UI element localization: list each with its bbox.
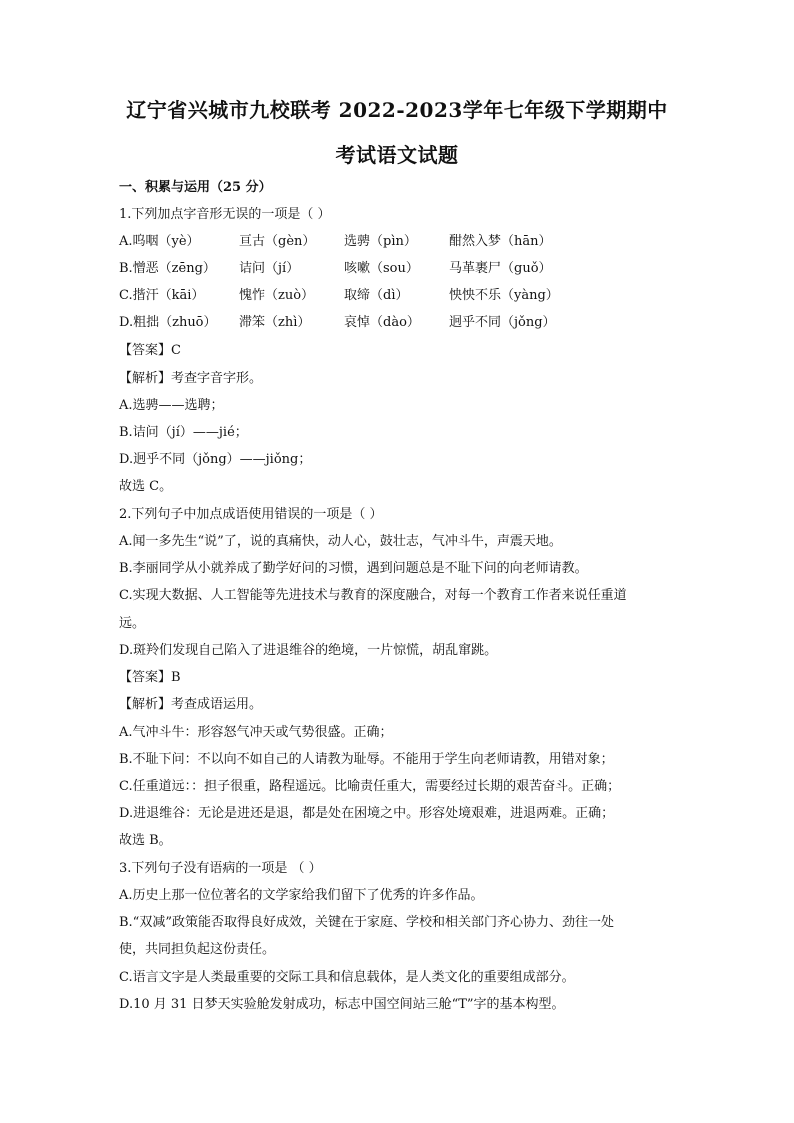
document-title-line-1: 辽宁省兴城市九校联考 2022-2023学年七年级下学期期中 [126, 98, 668, 122]
option-line: D.10 月 31 日梦天实验舱发射成功，标志中国空间站三舱“T”字的基本构型。 [119, 997, 565, 1012]
option-line: 远。 [119, 616, 146, 631]
option-line: 使，共同担负起这份责任。 [119, 942, 276, 957]
document-title-line-2: 考试语文试题 [335, 143, 459, 167]
answer-line: 【答案】C [119, 343, 181, 358]
option-line: A.闻一多先生“说”了，说的真痛快，动人心，鼓壮志，气冲斗牛，声震天地。 [119, 534, 562, 549]
option-line: D.斑羚们发现自己陷入了进退维谷的绝境，一片惊慌，胡乱窜跳。 [119, 643, 498, 658]
analysis-line: 【解析】考查字音字形。 [119, 371, 263, 386]
option-cell: 诘问（jí） [239, 261, 300, 276]
option-cell: B.憎恶（zēng） [119, 261, 216, 276]
option-cell: 滞笨（zhì） [239, 315, 311, 330]
option-cell: 迥乎不同（jǒng） [449, 315, 556, 330]
option-cell: 取缔（dì） [344, 288, 409, 303]
option-cell: D.粗拙（zhuō） [119, 315, 217, 330]
option-line: B.李丽同学从小就养成了勤学好问的习惯，遇到问题总是不耻下问的向老师请教。 [119, 561, 588, 576]
option-cell: C.揩汗（kāi） [119, 288, 205, 303]
analysis-line: B.诘问（jí）——jié； [119, 425, 248, 440]
question-stem: 3.下列句子没有语病的一项是 （ ） [119, 861, 322, 876]
analysis-line: D.迥乎不同（jǒng）——jiǒng； [119, 452, 312, 467]
analysis-line: D.进退维谷：无论是进还是退，都是处在困境之中。形容处境艰难，进退两难。正确； [119, 806, 615, 821]
option-cell: 酣然入梦（hān） [449, 234, 552, 249]
question-stem: 2.下列句子中加点成语使用错误的一项是（ ） [119, 507, 383, 522]
option-line: C.实现大数据、人工智能等先进技术与教育的深度融合，对每一个教育工作者来说任重道 [119, 588, 627, 603]
option-cell: 选骋（pìn） [344, 234, 417, 249]
option-cell: 马革裹尸（guǒ） [449, 261, 552, 276]
option-line: B.“双减”政策能否取得良好成效，关键在于家庭、学校和相关部门齐心协力、劲往一处 [119, 915, 614, 930]
option-cell: 咳嗽（sou） [344, 261, 419, 276]
option-line: C.语言文字是人类最重要的交际工具和信息载体，是人类文化的重要组成部分。 [119, 970, 575, 985]
section-heading: 一、积累与运用（25 分） [119, 180, 272, 195]
analysis-line: 【解析】考查成语运用。 [119, 697, 263, 712]
option-cell: A.呜咽（yè） [119, 234, 200, 249]
analysis-line: A.选骋——选聘； [119, 398, 224, 413]
analysis-line: 故选 B。 [119, 833, 172, 848]
analysis-line: B.不耻下问：不以向不如自己的人请教为耻辱。不能用于学生向老师请教，用错对象； [119, 752, 614, 767]
option-cell: 哀悼（dào） [344, 315, 420, 330]
option-line: A.历史上那一位位著名的文学家给我们留下了优秀的许多作品。 [119, 888, 484, 903]
answer-line: 【答案】B [119, 670, 181, 685]
analysis-line: 故选 C。 [119, 479, 173, 494]
question-stem: 1.下列加点字音形无误的一项是（ ） [119, 207, 331, 222]
analysis-line: A.气冲斗牛：形容怒气冲天或气势很盛。正确； [119, 725, 393, 740]
option-cell: 愧怍（zuò） [239, 288, 315, 303]
option-cell: 怏怏不乐（yàng） [449, 288, 559, 303]
analysis-line: C.任重道远：：担子很重，路程遥远。比喻责任重大，需要经过长期的艰苦奋斗。正确； [119, 779, 621, 794]
option-cell: 亘古（gèn） [239, 234, 316, 249]
